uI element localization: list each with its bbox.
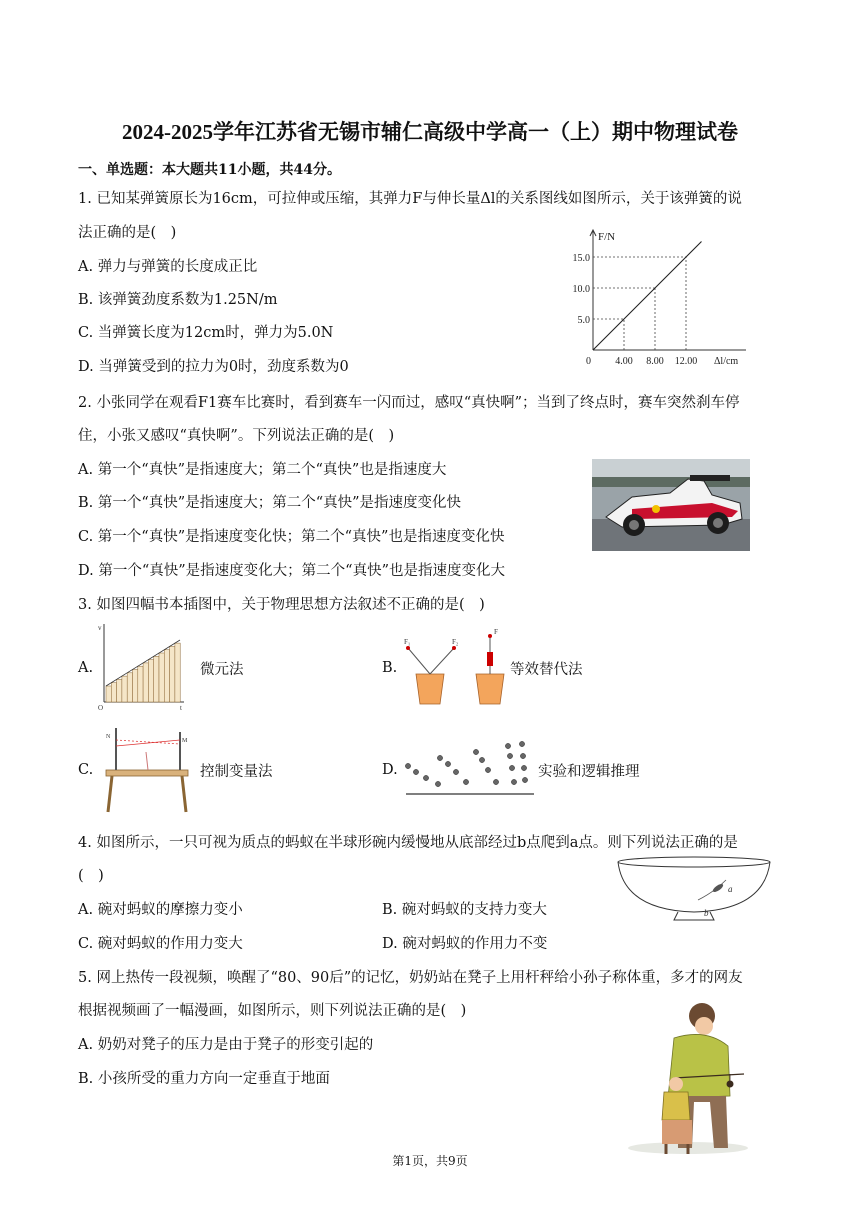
svg-text:F₂: F₂ xyxy=(452,638,459,646)
q5-stem-line2: 根据视频画了一幅漫画，如图所示，则下列说法正确的是( ) xyxy=(78,1003,467,1019)
falling-ball xyxy=(413,769,418,774)
svg-text:F: F xyxy=(494,628,498,636)
q4-option-c: C. 碗对蚂蚁的作用力变大 xyxy=(78,936,243,952)
bowl-point-b-label: b xyxy=(704,908,709,918)
force-equivalent-illustration xyxy=(396,622,506,708)
q1-stem-line1: 1. 已知某弹簧原长为16cm，可拉伸或压缩，其弹力F与伸长量Δl的关系图线如图所示，关于该弹簧的说 xyxy=(78,191,742,207)
q3-option-b-label: B. xyxy=(382,660,398,676)
q5-stem-line1: 5. 网上热传一段视频，唤醒了“80、90后”的记忆，奶奶站在凳子上用杆秤给小孙子称体重，多才的网友 xyxy=(78,970,743,986)
falling-ball xyxy=(521,765,526,770)
x-tick-label: 4.00 xyxy=(615,356,633,367)
y-tick-label: 5.0 xyxy=(577,315,590,326)
micro-bar xyxy=(138,666,143,702)
falling-ball xyxy=(520,753,525,758)
svg-text:M: M xyxy=(182,738,188,744)
q1-option-a: A. 弹力与弹簧的长度成正比 xyxy=(78,259,258,275)
micro-bar xyxy=(164,650,169,702)
q3-option-a-label: A. xyxy=(78,660,94,676)
micro-bar xyxy=(154,656,159,702)
svg-text:t: t xyxy=(180,704,182,712)
q2-option-c: C. 第一个“真快”是指速度变化快；第二个“真快”也是指速度变化快 xyxy=(78,529,505,545)
section-heading: 一、单选题：本大题共11小题，共44分。 xyxy=(78,162,341,178)
q4-stem-line2: ( ) xyxy=(78,868,104,884)
velocity-time-microelement-graph xyxy=(94,620,186,712)
q1-stem-line2: 法正确的是( ) xyxy=(78,225,177,241)
q1-option-d: D. 当弹簧受到的拉力为0时，劲度系数为0 xyxy=(78,359,349,375)
falling-ball xyxy=(479,757,484,762)
falling-ball xyxy=(507,753,512,758)
falling-ball xyxy=(505,743,510,748)
q4-option-d: D. 碗对蚂蚁的作用力不变 xyxy=(382,936,548,952)
q3-stem: 3. 如图四幅书本插图中，关于物理思想方法叙述不正确的是( ) xyxy=(78,597,485,613)
micro-bar xyxy=(111,683,116,702)
q3-option-c-text: 控制变量法 xyxy=(200,764,273,780)
falling-ball xyxy=(485,767,490,772)
q1-option-c: C. 当弹簧长度为12cm时，弹力为5.0N xyxy=(78,325,334,341)
race-car-photo xyxy=(592,459,750,551)
falling-ball xyxy=(405,763,410,768)
micro-bar xyxy=(143,663,148,702)
q4-option-b: B. 碗对蚂蚁的支持力变大 xyxy=(382,902,547,918)
micro-bar xyxy=(133,670,138,703)
x-tick-label: 12.00 xyxy=(674,356,698,367)
svg-text:v: v xyxy=(98,624,102,632)
x-axis-label: Δl/cm xyxy=(714,356,739,367)
falling-ball xyxy=(463,779,468,784)
falling-ball xyxy=(445,761,450,766)
q1-option-b: B. 该弹簧劲度系数为1.25N/m xyxy=(78,292,278,308)
q2-stem-line1: 2. 小张同学在观看F1赛车比赛时，看到赛车一闪而过，感叹“真快啊”；当到了终点时，赛车突然刹车停 xyxy=(78,395,740,411)
falling-balls-illustration xyxy=(400,738,536,798)
q3-option-a-text: 微元法 xyxy=(200,662,244,678)
grandma-weighing-child-cartoon xyxy=(618,998,756,1156)
svg-text:F₁: F₁ xyxy=(404,638,411,646)
svg-text:N: N xyxy=(106,734,111,740)
q5-option-b: B. 小孩所受的重力方向一定垂直于地面 xyxy=(78,1071,330,1087)
q3-option-d-label: D. xyxy=(382,762,398,778)
y-tick-label: 15.0 xyxy=(572,253,590,264)
falling-ball xyxy=(493,779,498,784)
falling-ball xyxy=(511,779,516,784)
falling-ball xyxy=(473,749,478,754)
falling-ball xyxy=(453,769,458,774)
falling-ball xyxy=(435,781,440,786)
falling-ball xyxy=(509,765,514,770)
micro-bar xyxy=(148,660,153,702)
svg-text:O: O xyxy=(98,704,104,712)
y-axis-label: F/N xyxy=(598,231,616,243)
micro-bar xyxy=(170,646,175,702)
page-footer: 第1页，共9页 xyxy=(392,1154,468,1168)
q2-option-a: A. 第一个“真快”是指速度大；第二个“真快”也是指速度大 xyxy=(78,462,447,478)
falling-ball xyxy=(437,755,442,760)
light-reflection-table-illustration xyxy=(96,722,196,814)
q2-option-b: B. 第一个“真快”是指速度大；第二个“真快”是指速度变化快 xyxy=(78,495,462,511)
q2-stem-line2: 住，小张又感叹“真快啊”。下列说法正确的是( ) xyxy=(78,428,395,444)
page-title: 2024-2025学年江苏省无锡市辅仁高级中学高一（上）期中物理试卷 xyxy=(122,120,738,144)
q3-option-b-text: 等效替代法 xyxy=(510,662,583,678)
q5-option-a: A. 奶奶对凳子的压力是由于凳子的形变引起的 xyxy=(78,1037,374,1053)
q2-option-d: D. 第一个“真快”是指速度变化大；第二个“真快”也是指速度变化大 xyxy=(78,563,505,579)
micro-bar xyxy=(175,643,180,702)
force-line xyxy=(593,242,702,351)
origin-label: 0 xyxy=(586,356,591,367)
micro-bar xyxy=(117,679,122,702)
q4-option-a: A. 碗对蚂蚁的摩擦力变小 xyxy=(78,902,243,918)
bowl-point-a-label: a xyxy=(728,884,733,894)
spring-force-chart xyxy=(556,222,756,372)
q3-option-c-label: C. xyxy=(78,762,94,778)
x-tick-label: 8.00 xyxy=(646,356,664,367)
hemispherical-bowl-illustration xyxy=(614,854,774,924)
micro-bar xyxy=(159,653,164,702)
falling-ball xyxy=(423,775,428,780)
micro-bar xyxy=(127,673,132,702)
q3-option-d-text: 实验和逻辑推理 xyxy=(538,764,640,780)
q4-stem-line1: 4. 如图所示，一只可视为质点的蚂蚁在半球形碗内缓慢地从底部经过b点爬到a点。则下列说法正确的是 xyxy=(78,835,738,851)
falling-ball xyxy=(522,777,527,782)
micro-bar xyxy=(122,676,127,702)
falling-ball xyxy=(519,741,524,746)
micro-bar xyxy=(106,686,111,702)
y-tick-label: 10.0 xyxy=(572,284,590,295)
